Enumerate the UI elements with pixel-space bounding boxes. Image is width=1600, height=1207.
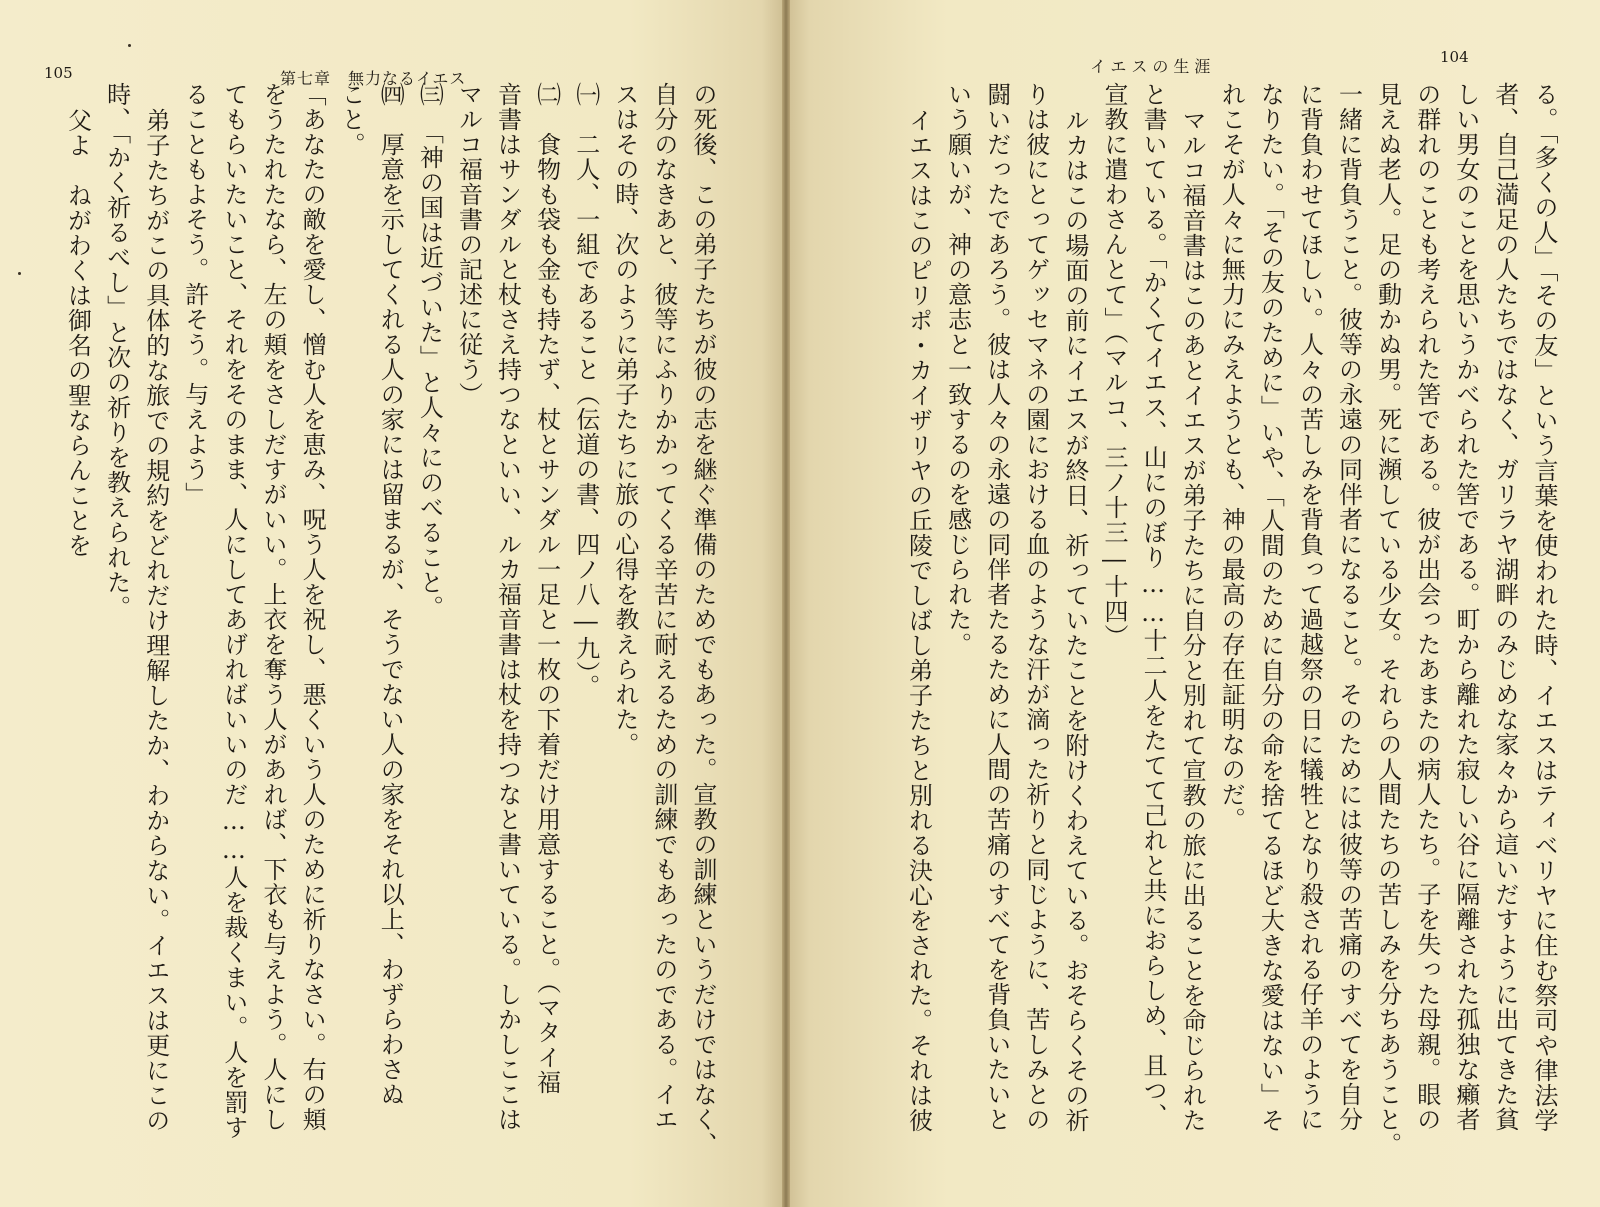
text-line: 時、「かく祈るべし」と次の祈りを教えられた。 [102, 82, 131, 620]
text-line: なりたい。「その友のために」いや、「人間のために自分の命を捨てるほど大きな愛はない」そ [1256, 82, 1285, 1133]
text-line: いう願いが、神の意志と一致するのを感じられた。 [943, 82, 972, 657]
text-line: ㈡ 食物も袋も金も持たず、杖とサンダル一足と一枚の下着だけ用意すること。（マタイ福 [532, 82, 561, 1095]
text-line: 宣教に遣わさんとて」（マルコ、三ノ十三―十四） [1099, 82, 1128, 649]
body-text [866, 82, 1556, 1192]
text-line: をうたれたなら、左の頬をさしだすがいい。上衣を奪う人があれば、下衣も与えよう。人にし [258, 82, 287, 1132]
text-line: りは彼にとってゲッセマネの園における血のような汗が滴った祈りと同じように、苦しみとの [1021, 82, 1050, 1132]
text-line: 者、自己満足の人たちではなく、ガリラヤ湖畔のみじめな家々から這いだすように出てきた貧 [1490, 82, 1519, 1132]
page-number: 105 [44, 64, 73, 82]
text-line: 自分のなきあと、彼等にふりかかってくる辛苦に耐えるための訓練でもあったのである。イエ [649, 82, 678, 1132]
running-head: 第七章 無力なるイエス [280, 69, 467, 88]
text-line: マルコ福音書はこのあとイエスが弟子たちに自分と別れて宣教の旅に出ることを命じられた [1178, 108, 1207, 1133]
text-line: 見えぬ老人。足の動かぬ男。死に瀕している少女。それらの人間たちの苦しみを分ちあうこと。 [1373, 82, 1402, 1157]
text-line: 一緒に背負うこと。彼等の永遠の同伴者になること。そのためには彼等の苦痛のすべてを自分 [1334, 82, 1363, 1132]
right-page [785, 0, 1600, 1207]
text-line: マルコ福音書の記述に従う） [454, 82, 483, 407]
text-line: こと。 [337, 82, 366, 157]
book-gutter [782, 0, 790, 1207]
left-page [0, 0, 785, 1207]
text-line: る。「多くの人」「その友」という言葉を使われた時、イエスはティベリヤに住む祭司や律法学 [1530, 82, 1558, 1133]
text-line: ルカはこの場面の前にイエスが終日、祈っていたことを附けくわえている。おそらくその祈 [1060, 108, 1089, 1133]
text-line: と書いている。「かくてイエス、山にのぼり……十二人をたてて己れと共におらしめ、且つ、 [1139, 82, 1168, 1128]
speck [18, 272, 21, 275]
body-text [63, 82, 717, 1192]
text-line: しい男女のことを思いうかべられた筈である。町から離れた寂しい谷に隔離された孤独な癩者 [1451, 82, 1480, 1132]
text-line: てもらいたいこと、それをそのまま、人にしてあげればいいのだ……人を裁くまい。人を罰す [219, 82, 248, 1140]
text-line: れこそが人々に無力にみえようとも、神の最高の存在証明なのだ。 [1217, 82, 1246, 832]
text-line: の群れのことも考えられた筈である。彼が出会ったあまたの病人たち。子を失った母親。眼の [1412, 82, 1441, 1132]
text-line: ㈣ 厚意を示してくれる人の家には留まるが、そうでない人の家をそれ以上、わずらわさぬ [376, 82, 405, 1107]
text-line: スはその時、次のように弟子たちに旅の心得を教えられた。 [610, 82, 639, 757]
text-line: ㈢ 「神の国は近づいた」と人々にのべること。 [415, 82, 444, 620]
text-line: 「あなたの敵を愛し、憎む人を恵み、呪う人を祝し、悪くいう人のために祈りなさい。右の頬 [298, 82, 327, 1132]
text-line: の死後、この弟子たちが彼の志を継ぐ準備のためでもあった。宣教の訓練というだけではなく、 [689, 82, 717, 1157]
text-line: 音書はサンダルと杖さえ持つなといい、ルカ福音書は杖を持つなと書いている。しかしここは [493, 82, 522, 1132]
text-line: 弟子たちがこの具体的な旅での規約をどれだけ理解したか、わからない。イエスは更にこの [141, 108, 170, 1133]
page-number: 104 [1440, 48, 1469, 66]
text-line: ることもよそう。許そう。与えよう」 [180, 82, 209, 507]
running-head: イエスの生涯 [1090, 57, 1216, 76]
text-line: 闘いだったであろう。彼は人々の永遠の同伴者たるために人間の苦痛のすべてを背負いたいと [982, 82, 1011, 1132]
text-line: 父よ ねがわくは御名の聖ならんことを [63, 108, 92, 558]
text-line: に背負わせてほしい。人々の苦しみを背負って過越祭の日に犠牲となり殺される仔羊のように [1295, 82, 1324, 1132]
speck [128, 44, 131, 47]
text-line: ㈠ 二人、一組であること（伝道の書、四ノ八―九）。 [571, 82, 600, 699]
text-line: イエスはこのピリポ・カイザリヤの丘陵でしばし弟子たちと別れる決心をされた。それは彼 [904, 108, 933, 1133]
